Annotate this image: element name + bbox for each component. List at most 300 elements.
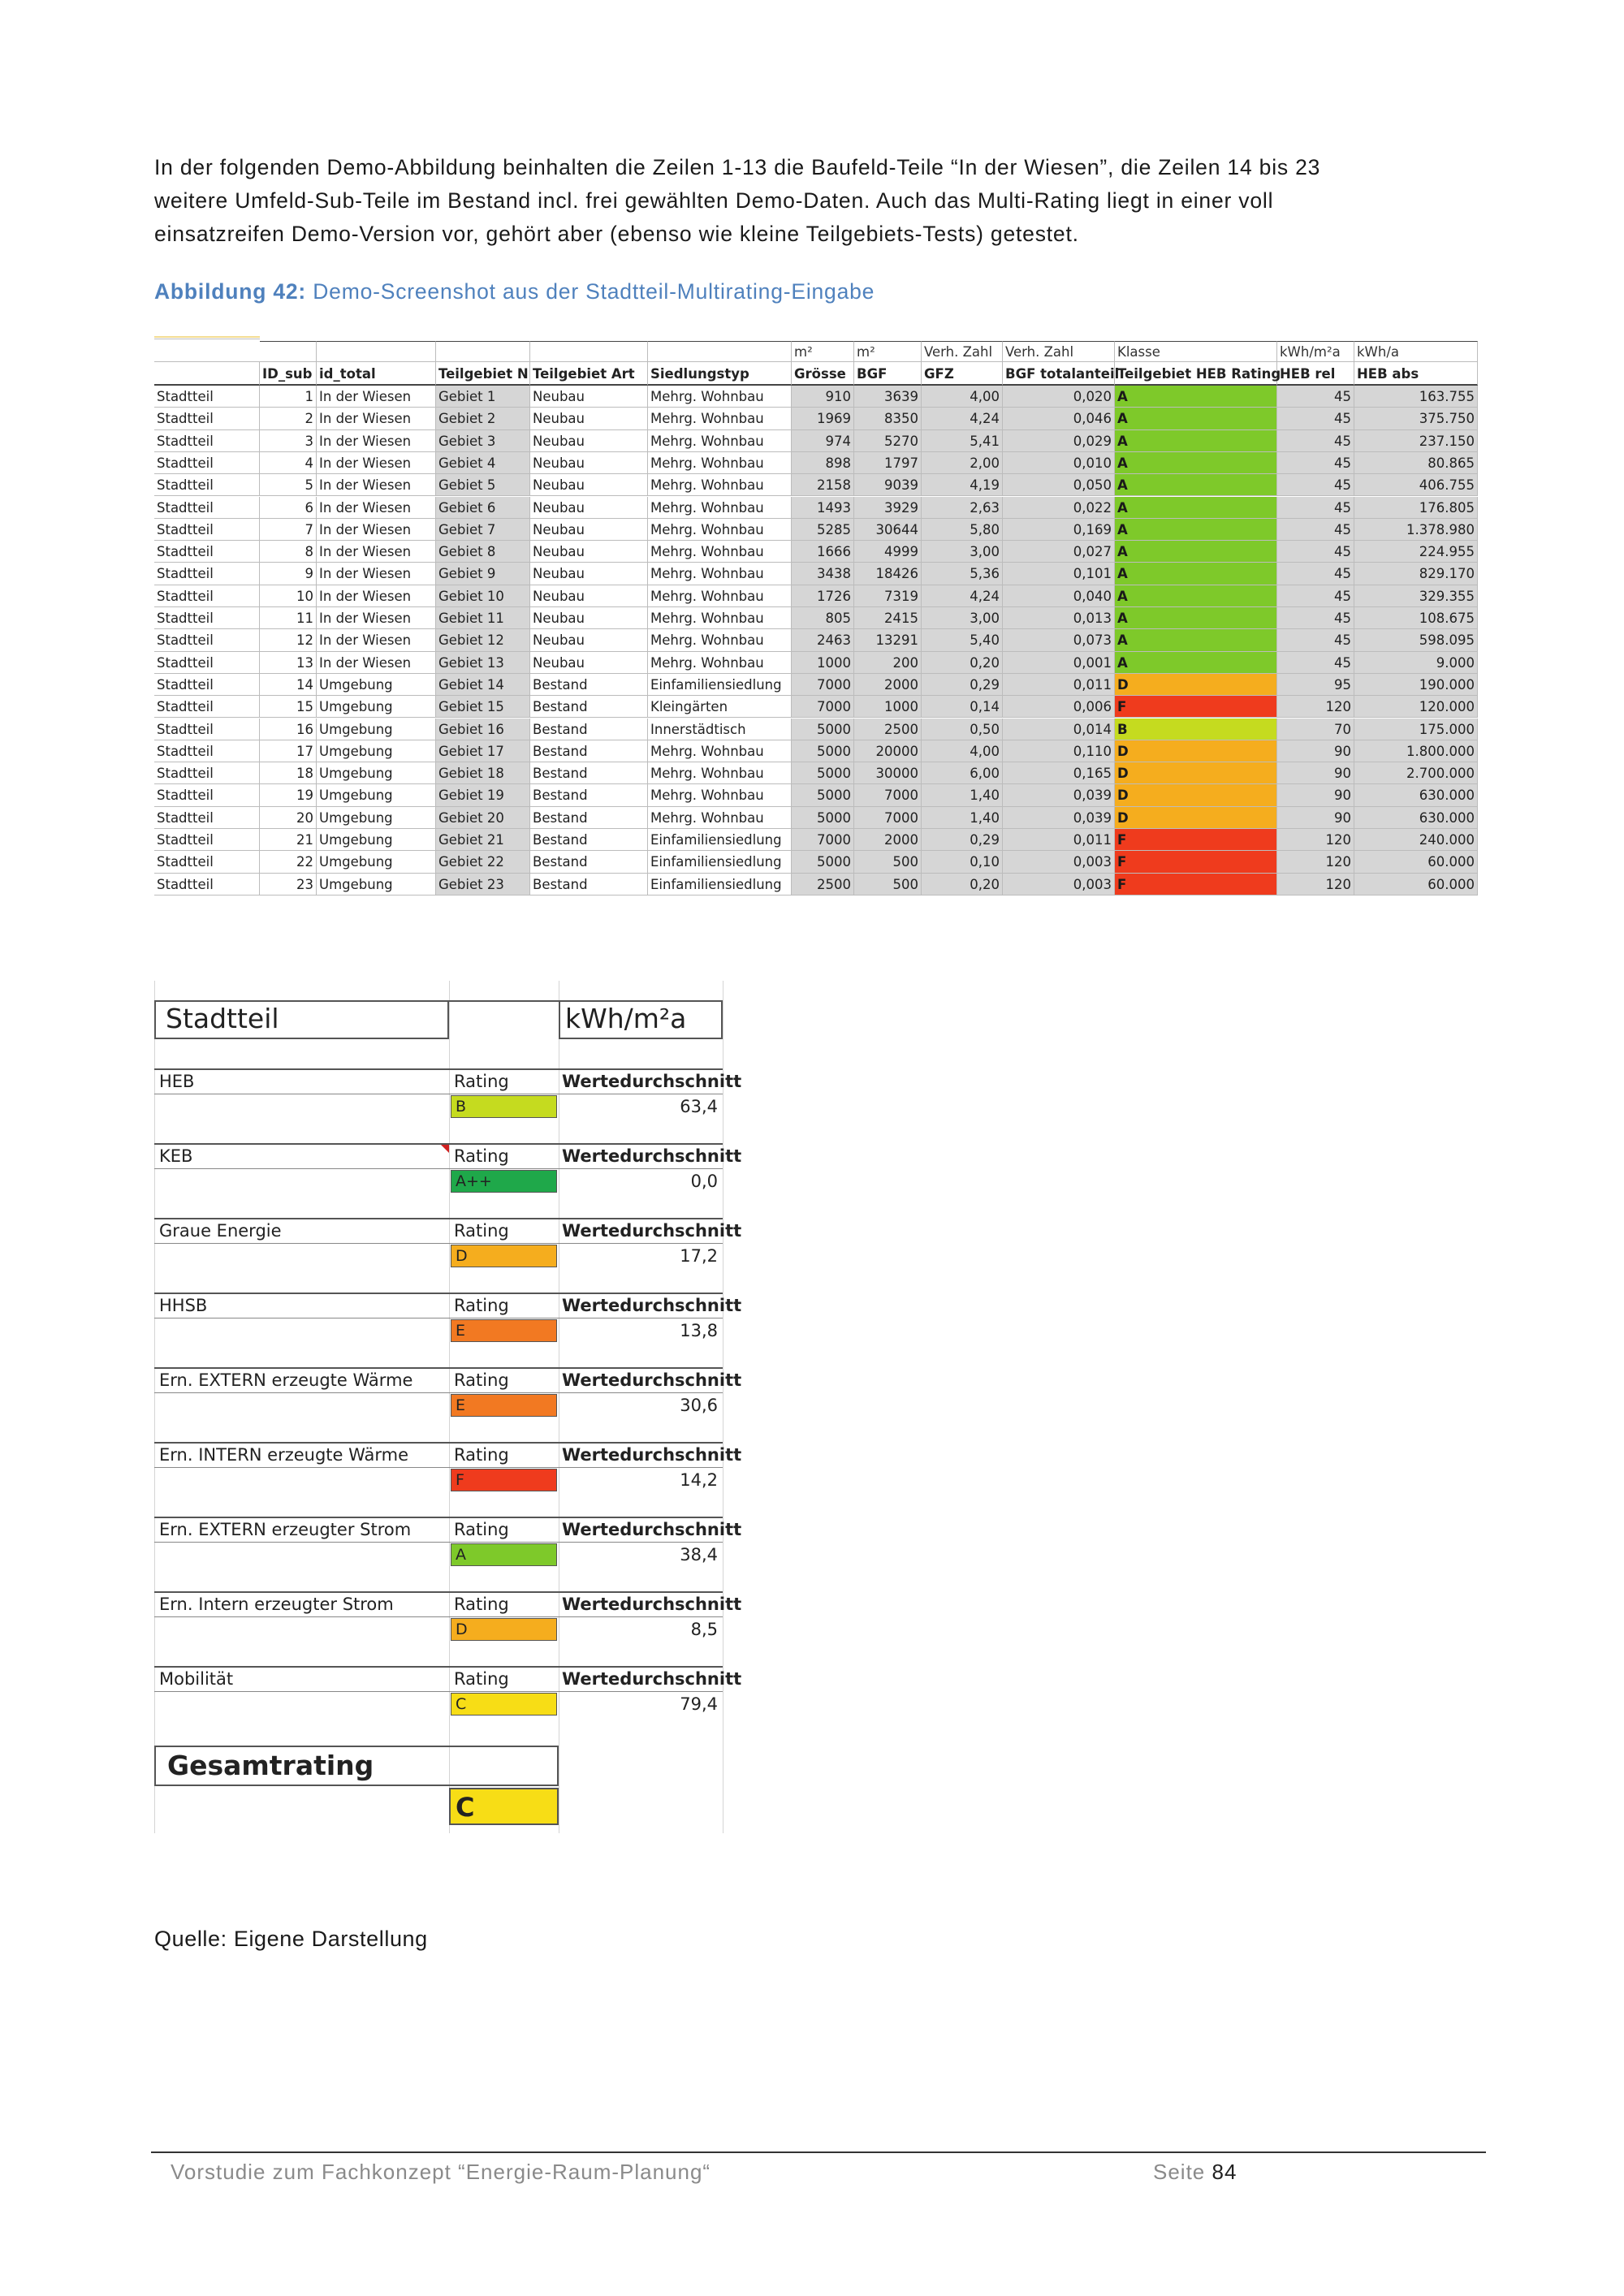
cell-heb-abs: 329.355	[1354, 585, 1478, 607]
heb-rating-badge: A	[1115, 607, 1277, 629]
cell-teilgebiet-art: Bestand	[530, 696, 648, 718]
cell-heb-abs: 60.000	[1354, 851, 1478, 873]
unit-header-teilgebiet-art	[530, 341, 648, 362]
cell-heb-abs: 375.750	[1354, 408, 1478, 429]
cell-bgf: 3929	[854, 497, 922, 519]
cell-siedlungstyp: Mehrg. Wohnbau	[648, 629, 792, 651]
cell-bgf: 7000	[854, 807, 922, 829]
cell-teilgebiet-name: Gebiet 9	[436, 563, 530, 585]
cell-id-total: Umgebung	[317, 874, 436, 896]
cell-heb-abs: 240.000	[1354, 829, 1478, 851]
cell-id-total: Umgebung	[317, 762, 436, 784]
cell-bgf-totalanteil: 0,006	[1003, 696, 1115, 718]
cell-heb-rel: 45	[1277, 519, 1354, 541]
source-note: Quelle: Eigene Darstellung	[154, 1927, 428, 1951]
cell-groesse: 7000	[792, 674, 854, 696]
cell-gfz: 0,50	[922, 719, 1003, 740]
cell-id-sub: 18	[260, 762, 317, 784]
cell-heb-rel: 95	[1277, 674, 1354, 696]
cell-siedlungstyp: Einfamiliensiedlung	[648, 851, 792, 873]
cell-heb-rel: 45	[1277, 386, 1354, 408]
cell-bgf-totalanteil: 0,110	[1003, 740, 1115, 762]
cell-heb-abs: 80.865	[1354, 452, 1478, 474]
cell-id-total: In der Wiesen	[317, 563, 436, 585]
rating-category-label: Ern. INTERN erzeugte Wärme	[154, 1442, 449, 1468]
cell-heb-rel: 120	[1277, 874, 1354, 896]
cell-id-sub: 14	[260, 674, 317, 696]
cell-teilgebiet-art: Bestand	[530, 784, 648, 806]
cell-heb-abs: 163.755	[1354, 386, 1478, 408]
average-header: Wertedurchschnitt	[559, 1591, 723, 1617]
cell-groesse: 898	[792, 452, 854, 474]
cell-district: Stadtteil	[154, 474, 260, 496]
overall-rating-label: Gesamtrating	[154, 1746, 559, 1786]
overall-rating-badge: C	[449, 1788, 559, 1825]
cell-teilgebiet-art: Bestand	[530, 740, 648, 762]
cell-teilgebiet-name: Gebiet 16	[436, 719, 530, 740]
cell-heb-rel: 90	[1277, 762, 1354, 784]
cell-id-sub: 2	[260, 408, 317, 429]
cell-district: Stadtteil	[154, 674, 260, 696]
column-header-groesse: Grösse	[792, 362, 854, 386]
cell-gfz: 6,00	[922, 762, 1003, 784]
cell-district: Stadtteil	[154, 719, 260, 740]
cell-siedlungstyp: Mehrg. Wohnbau	[648, 807, 792, 829]
cell-id-total: Umgebung	[317, 719, 436, 740]
cell-district: Stadtteil	[154, 829, 260, 851]
cell-id-total: In der Wiesen	[317, 629, 436, 651]
cell-id-sub: 20	[260, 807, 317, 829]
cell-gfz: 0,29	[922, 829, 1003, 851]
cell-heb-rel: 120	[1277, 696, 1354, 718]
cell-bgf-totalanteil: 0,046	[1003, 408, 1115, 429]
column-header-heb-abs: HEB abs	[1354, 362, 1478, 386]
cell-district: Stadtteil	[154, 430, 260, 452]
cell-id-total: In der Wiesen	[317, 497, 436, 519]
cell-id-sub: 6	[260, 497, 317, 519]
cell-siedlungstyp: Mehrg. Wohnbau	[648, 408, 792, 429]
cell-bgf: 7319	[854, 585, 922, 607]
average-header: Wertedurchschnitt	[559, 1442, 723, 1468]
rating-header: Rating	[449, 1666, 559, 1692]
cell-teilgebiet-art: Neubau	[530, 585, 648, 607]
cell-bgf-totalanteil: 0,014	[1003, 719, 1115, 740]
cell-bgf: 30000	[854, 762, 922, 784]
rating-category-label: HHSB	[154, 1293, 449, 1318]
cell-teilgebiet-name: Gebiet 2	[436, 408, 530, 429]
cell-heb-rel: 120	[1277, 851, 1354, 873]
cell-teilgebiet-art: Neubau	[530, 541, 648, 563]
cell-gfz: 0,20	[922, 652, 1003, 674]
cell-siedlungstyp: Mehrg. Wohnbau	[648, 430, 792, 452]
rating-header: Rating	[449, 1143, 559, 1169]
cell-bgf-totalanteil: 0,165	[1003, 762, 1115, 784]
cell-district: Stadtteil	[154, 762, 260, 784]
cell-siedlungstyp: Mehrg. Wohnbau	[648, 474, 792, 496]
cell-heb-rel: 45	[1277, 452, 1354, 474]
comment-marker-icon	[441, 1145, 449, 1153]
cell-groesse: 7000	[792, 696, 854, 718]
cell-teilgebiet-name: Gebiet 6	[436, 497, 530, 519]
heb-rating-badge: D	[1115, 740, 1277, 762]
rating-badge: E	[451, 1394, 557, 1417]
average-value: 17,2	[680, 1246, 718, 1266]
cell-heb-rel: 45	[1277, 541, 1354, 563]
cell-district: Stadtteil	[154, 585, 260, 607]
rating-category-label: Ern. Intern erzeugter Strom	[154, 1591, 449, 1617]
cell-heb-rel: 45	[1277, 652, 1354, 674]
cell-gfz: 4,00	[922, 740, 1003, 762]
figure-caption	[154, 279, 875, 304]
unit-header-id-sub	[260, 341, 317, 362]
heb-rating-badge: D	[1115, 674, 1277, 696]
cell-gfz: 0,29	[922, 674, 1003, 696]
cell-district: Stadtteil	[154, 784, 260, 806]
cell-siedlungstyp: Mehrg. Wohnbau	[648, 541, 792, 563]
cell-gfz: 5,80	[922, 519, 1003, 541]
rating-badge: E	[451, 1319, 557, 1342]
cell-teilgebiet-art: Neubau	[530, 519, 648, 541]
cell-id-total: Umgebung	[317, 740, 436, 762]
heb-rating-badge: B	[1115, 719, 1277, 740]
average-header: Wertedurchschnitt	[559, 1517, 723, 1543]
cell-id-sub: 7	[260, 519, 317, 541]
heb-rating-badge: F	[1115, 829, 1277, 851]
rating-badge: F	[451, 1469, 557, 1491]
column-header-heb-rating: Teilgebiet HEB Rating	[1115, 362, 1277, 386]
cell-id-total: In der Wiesen	[317, 386, 436, 408]
cell-bgf: 3639	[854, 386, 922, 408]
cell-teilgebiet-name: Gebiet 19	[436, 784, 530, 806]
cell-siedlungstyp: Mehrg. Wohnbau	[648, 386, 792, 408]
cell-siedlungstyp: Mehrg. Wohnbau	[648, 497, 792, 519]
cell-heb-abs: 829.170	[1354, 563, 1478, 585]
rating-header: Rating	[449, 1293, 559, 1318]
cell-district: Stadtteil	[154, 607, 260, 629]
cell-siedlungstyp: Mehrg. Wohnbau	[648, 740, 792, 762]
heb-rating-badge: A	[1115, 563, 1277, 585]
cell-id-total: Umgebung	[317, 696, 436, 718]
cell-bgf: 2415	[854, 607, 922, 629]
cell-id-sub: 8	[260, 541, 317, 563]
cell-heb-rel: 45	[1277, 607, 1354, 629]
footer-page-label: Seite	[1153, 2160, 1206, 2184]
cell-district: Stadtteil	[154, 851, 260, 873]
cell-heb-abs: 1.378.980	[1354, 519, 1478, 541]
cell-siedlungstyp: Mehrg. Wohnbau	[648, 585, 792, 607]
cell-teilgebiet-art: Bestand	[530, 829, 648, 851]
column-header-heb-rel: HEB rel	[1277, 362, 1354, 386]
cell-bgf: 7000	[854, 784, 922, 806]
cell-id-total: In der Wiesen	[317, 585, 436, 607]
cell-heb-rel: 45	[1277, 585, 1354, 607]
cell-siedlungstyp: Mehrg. Wohnbau	[648, 607, 792, 629]
cell-teilgebiet-name: Gebiet 11	[436, 607, 530, 629]
cell-bgf: 18426	[854, 563, 922, 585]
unit-header-heb-rel: kWh/m²a	[1277, 341, 1354, 362]
cell-id-total: In der Wiesen	[317, 541, 436, 563]
column-header-teilgebiet-name: Teilgebiet N	[436, 362, 530, 386]
cell-siedlungstyp: Einfamiliensiedlung	[648, 829, 792, 851]
cell-id-total: Umgebung	[317, 829, 436, 851]
cell-district: Stadtteil	[154, 497, 260, 519]
cell-district: Stadtteil	[154, 652, 260, 674]
figure-caption-text: Demo-Screenshot aus der Stadtteil-Multirating-Eingabe	[313, 279, 875, 304]
cell-bgf: 1000	[854, 696, 922, 718]
heb-rating-badge: A	[1115, 497, 1277, 519]
average-value: 38,4	[680, 1545, 718, 1564]
average-value: 8,5	[690, 1620, 718, 1639]
cell-gfz: 5,40	[922, 629, 1003, 651]
cell-teilgebiet-name: Gebiet 22	[436, 851, 530, 873]
average-header: Wertedurchschnitt	[559, 1367, 723, 1393]
cell-gfz: 3,00	[922, 607, 1003, 629]
cell-gfz: 3,00	[922, 541, 1003, 563]
cell-bgf: 500	[854, 874, 922, 896]
cell-teilgebiet-name: Gebiet 12	[436, 629, 530, 651]
sheet-top-edge	[154, 336, 260, 339]
cell-teilgebiet-name: Gebiet 15	[436, 696, 530, 718]
cell-teilgebiet-art: Bestand	[530, 874, 648, 896]
cell-teilgebiet-name: Gebiet 21	[436, 829, 530, 851]
heb-rating-badge: D	[1115, 807, 1277, 829]
cell-heb-rel: 45	[1277, 430, 1354, 452]
rating-category-label: Ern. EXTERN erzeugte Wärme	[154, 1367, 449, 1393]
unit-header-bgf-totalanteil: Verh. Zahl	[1003, 341, 1115, 362]
cell-siedlungstyp: Mehrg. Wohnbau	[648, 519, 792, 541]
cell-bgf-totalanteil: 0,040	[1003, 585, 1115, 607]
cell-gfz: 0,10	[922, 851, 1003, 873]
cell-gfz: 4,19	[922, 474, 1003, 496]
column-header-district	[154, 362, 260, 386]
cell-id-sub: 12	[260, 629, 317, 651]
unit-header-heb-abs: kWh/a	[1354, 341, 1478, 362]
cell-district: Stadtteil	[154, 696, 260, 718]
cell-bgf: 8350	[854, 408, 922, 429]
cell-groesse: 1666	[792, 541, 854, 563]
cell-bgf: 30644	[854, 519, 922, 541]
panel-unit: kWh/m²a	[559, 1000, 723, 1039]
cell-heb-abs: 120.000	[1354, 696, 1478, 718]
cell-bgf-totalanteil: 0,169	[1003, 519, 1115, 541]
cell-bgf: 2500	[854, 719, 922, 740]
footer-rule	[151, 2151, 1486, 2153]
rating-category-label: HEB	[154, 1068, 449, 1094]
cell-siedlungstyp: Einfamiliensiedlung	[648, 674, 792, 696]
cell-siedlungstyp: Mehrg. Wohnbau	[648, 563, 792, 585]
unit-header-teilgebiet-name	[436, 341, 530, 362]
cell-id-sub: 1	[260, 386, 317, 408]
cell-heb-rel: 120	[1277, 829, 1354, 851]
cell-groesse: 5285	[792, 519, 854, 541]
cell-id-sub: 11	[260, 607, 317, 629]
average-value: 0,0	[690, 1172, 718, 1191]
cell-bgf: 500	[854, 851, 922, 873]
cell-teilgebiet-art: Neubau	[530, 607, 648, 629]
cell-heb-abs: 2.700.000	[1354, 762, 1478, 784]
cell-siedlungstyp: Mehrg. Wohnbau	[648, 652, 792, 674]
cell-id-sub: 9	[260, 563, 317, 585]
cell-teilgebiet-name: Gebiet 23	[436, 874, 530, 896]
cell-groesse: 805	[792, 607, 854, 629]
unit-header-gfz: Verh. Zahl	[922, 341, 1003, 362]
cell-gfz: 1,40	[922, 807, 1003, 829]
cell-heb-abs: 108.675	[1354, 607, 1478, 629]
cell-id-total: In der Wiesen	[317, 452, 436, 474]
average-value: 30,6	[680, 1396, 718, 1415]
cell-siedlungstyp: Mehrg. Wohnbau	[648, 762, 792, 784]
rating-header: Rating	[449, 1591, 559, 1617]
cell-gfz: 4,24	[922, 408, 1003, 429]
panel-title: Stadtteil	[154, 1000, 449, 1039]
cell-heb-abs: 9.000	[1354, 652, 1478, 674]
figure-caption-label: Abbildung 42:	[154, 279, 307, 304]
cell-teilgebiet-name: Gebiet 3	[436, 430, 530, 452]
cell-bgf-totalanteil: 0,020	[1003, 386, 1115, 408]
cell-teilgebiet-art: Neubau	[530, 430, 648, 452]
cell-heb-rel: 45	[1277, 497, 1354, 519]
heb-rating-badge: A	[1115, 474, 1277, 496]
cell-district: Stadtteil	[154, 519, 260, 541]
cell-teilgebiet-art: Neubau	[530, 563, 648, 585]
cell-gfz: 0,14	[922, 696, 1003, 718]
cell-id-sub: 21	[260, 829, 317, 851]
cell-heb-abs: 224.955	[1354, 541, 1478, 563]
cell-id-total: In der Wiesen	[317, 474, 436, 496]
cell-id-sub: 15	[260, 696, 317, 718]
cell-id-total: In der Wiesen	[317, 408, 436, 429]
cell-bgf-totalanteil: 0,013	[1003, 607, 1115, 629]
heb-rating-badge: A	[1115, 629, 1277, 651]
cell-district: Stadtteil	[154, 408, 260, 429]
cell-teilgebiet-art: Neubau	[530, 474, 648, 496]
intro-line: weitere Umfeld-Sub-Teile im Bestand incl. frei gewählten Demo-Daten. Auch das Multi-Rating liegt in einer voll	[154, 188, 1274, 213]
cell-teilgebiet-art: Neubau	[530, 386, 648, 408]
column-header-id-total: id_total	[317, 362, 436, 386]
cell-groesse: 1969	[792, 408, 854, 429]
cell-heb-rel: 45	[1277, 563, 1354, 585]
average-header: Wertedurchschnitt	[559, 1143, 723, 1169]
cell-district: Stadtteil	[154, 629, 260, 651]
cell-groesse: 2463	[792, 629, 854, 651]
cell-gfz: 4,00	[922, 386, 1003, 408]
rating-header: Rating	[449, 1517, 559, 1543]
cell-groesse: 5000	[792, 807, 854, 829]
average-value: 14,2	[680, 1470, 718, 1490]
column-header-teilgebiet-art: Teilgebiet Art	[530, 362, 648, 386]
footer-title: Vorstudie zum Fachkonzept “Energie-Raum-Planung“	[171, 2160, 711, 2184]
cell-bgf-totalanteil: 0,022	[1003, 497, 1115, 519]
heb-rating-badge: D	[1115, 762, 1277, 784]
footer-page	[1153, 2160, 1237, 2185]
heb-rating-badge: A	[1115, 386, 1277, 408]
cell-teilgebiet-art: Neubau	[530, 408, 648, 429]
cell-id-sub: 17	[260, 740, 317, 762]
heb-rating-badge: A	[1115, 541, 1277, 563]
cell-teilgebiet-name: Gebiet 14	[436, 674, 530, 696]
panel-title-spacer	[449, 1000, 559, 1039]
cell-id-total: In der Wiesen	[317, 607, 436, 629]
column-header-bgf-totalanteil: BGF totalanteil	[1003, 362, 1115, 386]
rating-header: Rating	[449, 1442, 559, 1468]
cell-bgf-totalanteil: 0,101	[1003, 563, 1115, 585]
cell-groesse: 7000	[792, 829, 854, 851]
cell-gfz: 2,00	[922, 452, 1003, 474]
cell-bgf-totalanteil: 0,039	[1003, 807, 1115, 829]
cell-heb-abs: 630.000	[1354, 784, 1478, 806]
unit-header-bgf: m²	[854, 341, 922, 362]
cell-id-sub: 5	[260, 474, 317, 496]
cell-id-sub: 13	[260, 652, 317, 674]
cell-teilgebiet-name: Gebiet 18	[436, 762, 530, 784]
rating-badge: A++	[451, 1170, 557, 1193]
column-header-siedlungstyp: Siedlungstyp	[648, 362, 792, 386]
average-header: Wertedurchschnitt	[559, 1068, 723, 1094]
cell-heb-rel: 90	[1277, 740, 1354, 762]
cell-bgf: 5270	[854, 430, 922, 452]
average-header: Wertedurchschnitt	[559, 1666, 723, 1692]
heb-rating-badge: A	[1115, 408, 1277, 429]
heb-rating-badge: A	[1115, 652, 1277, 674]
cell-siedlungstyp: Mehrg. Wohnbau	[648, 452, 792, 474]
rating-header: Rating	[449, 1367, 559, 1393]
cell-bgf: 20000	[854, 740, 922, 762]
cell-id-sub: 3	[260, 430, 317, 452]
cell-heb-abs: 60.000	[1354, 874, 1478, 896]
heb-rating-badge: A	[1115, 519, 1277, 541]
cell-siedlungstyp: Innerstädtisch	[648, 719, 792, 740]
cell-groesse: 5000	[792, 740, 854, 762]
column-header-gfz: GFZ	[922, 362, 1003, 386]
average-header: Wertedurchschnitt	[559, 1293, 723, 1318]
cell-bgf-totalanteil: 0,010	[1003, 452, 1115, 474]
cell-heb-abs: 176.805	[1354, 497, 1478, 519]
average-value: 13,8	[680, 1321, 718, 1340]
column-header-id-sub: ID_sub	[260, 362, 317, 386]
cell-bgf-totalanteil: 0,050	[1003, 474, 1115, 496]
heb-rating-badge: F	[1115, 696, 1277, 718]
rating-category-label: KEB	[154, 1143, 449, 1169]
panel-grid-line	[154, 981, 155, 1833]
cell-district: Stadtteil	[154, 452, 260, 474]
cell-teilgebiet-art: Neubau	[530, 497, 648, 519]
cell-id-total: Umgebung	[317, 807, 436, 829]
cell-teilgebiet-name: Gebiet 7	[436, 519, 530, 541]
cell-groesse: 910	[792, 386, 854, 408]
heb-rating-badge: D	[1115, 784, 1277, 806]
cell-groesse: 3438	[792, 563, 854, 585]
cell-bgf: 2000	[854, 674, 922, 696]
cell-heb-abs: 406.755	[1354, 474, 1478, 496]
average-header: Wertedurchschnitt	[559, 1218, 723, 1244]
cell-bgf: 9039	[854, 474, 922, 496]
cell-heb-rel: 70	[1277, 719, 1354, 740]
cell-groesse: 1726	[792, 585, 854, 607]
cell-id-total: Umgebung	[317, 674, 436, 696]
rating-badge: A	[451, 1543, 557, 1566]
cell-teilgebiet-art: Bestand	[530, 719, 648, 740]
cell-teilgebiet-art: Bestand	[530, 762, 648, 784]
cell-heb-abs: 630.000	[1354, 807, 1478, 829]
cell-teilgebiet-art: Bestand	[530, 674, 648, 696]
cell-bgf-totalanteil: 0,001	[1003, 652, 1115, 674]
rating-header: Rating	[449, 1218, 559, 1244]
rating-badge: D	[451, 1245, 557, 1267]
cell-district: Stadtteil	[154, 541, 260, 563]
heb-rating-badge: F	[1115, 874, 1277, 896]
cell-heb-rel: 45	[1277, 474, 1354, 496]
multirating-spreadsheet	[154, 336, 1478, 896]
